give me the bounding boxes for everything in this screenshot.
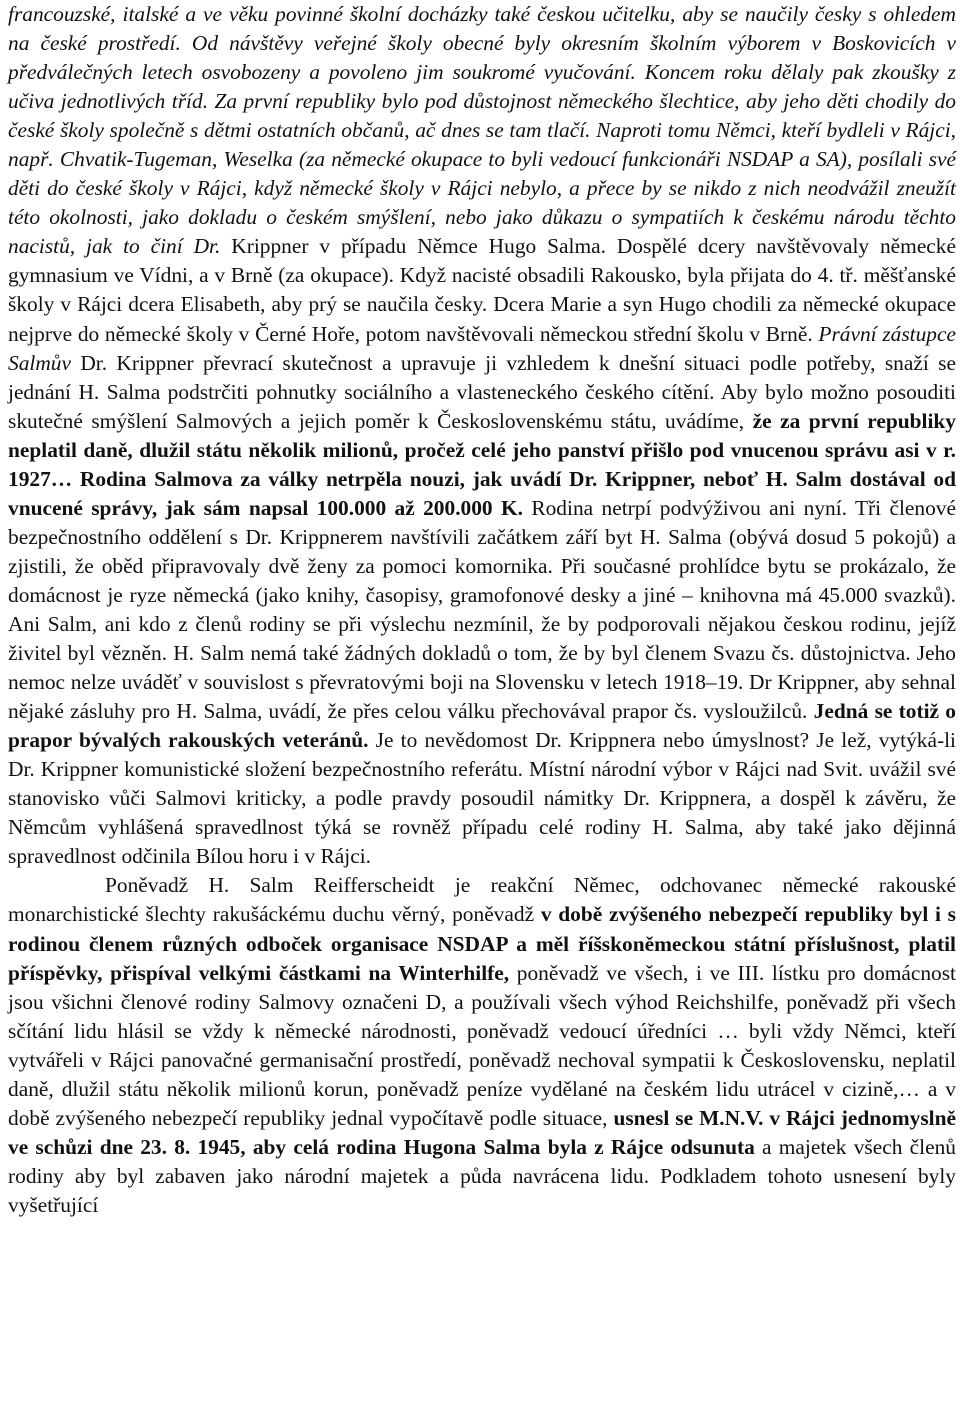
text-run: Poněvadž H. Salm Reifferscheidt je reakční Němec, odchovanec německé rakouské monarchistické šlechty rakušáckému duchu věrný, poněvadž xyxy=(8,873,956,927)
paragraph-1 xyxy=(8,0,956,871)
text-run-italic: francouzské, italské a ve věku povinné školní docházky také českou učitelku, aby se naučily česky s ohledem na české prostředí. Od návštěvy veřejné školy obecné byly okresním školním výborem v Boskovicích v předválečných letech osvobozeny a povoleno jim soukromé vyučování. Koncem roku dělaly pak zkoušky z učiva jednotlivých tříd. Za první republiky bylo pod důstojnost německého šlechtice, aby jeho děti chodily do české školy společně s dětmi ostatních občanů, ač dnes se tam tlačí. Naproti tomu Němci, kteří bydleli v Rájci, např. Chvatik-Tugeman, Weselka (za německé okupace to byli vedoucí funkcionáři NSDAP a SA), posílali své děti do české školy v Rájci, když německé školy v Rájci nebylo, a přece by se nikdo z nich neodvážil zneužít této okolnosti, jako dokladu o českém smýšlení, nebo jako důkazu o sympatiích k českému národu těchto nacistů, jak to činí Dr. xyxy=(8,2,956,259)
text-run: Dr. Krippner převrací skutečnost a upravuje ji vzhledem k dnešní situaci podle potřeby, snaží se jednání H. Salma podstrčiti pohnutky sociálního a vlasteneckého českého cítění. Aby bylo možno posouditi skutečné smýšlení Salmových a jejich poměr k Československému státu, uvádíme, xyxy=(8,350,956,433)
text-run: a majetek všech členů rodiny aby byl zabaven jako národní majetek a půda navrácena lidu. Podkladem tohoto usnesení byly vyšetřující xyxy=(8,1134,956,1217)
text-run-italic: Právní zástupce Salmův xyxy=(8,321,956,375)
text-run: Je to nevědomost Dr. Krippnera nebo úmyslnost? Je lež, vytýká-li Dr. Krippner komunistické složení bezpečnostního referátu. Místní národní výbor v Rájci nad Svit. uvážil své stanovisko vůči Salmovi kriticky, a podle pravdy posoudil námitky Dr. Krippnera, a dospěl k závěru, že Němcům vyhlášená spravedlnost týká se rovněž případu celé rodiny H. Salma, aby také jako dějinná spravedlnost odčinila Bílou horu i v Rájci. xyxy=(8,728,956,869)
text-run: poněvadž ve všech, i ve III. lístku pro domácnost jsou všichni členové rodiny Salmovy označeni D, a používali všech výhod Reichshilfe, poněvadž při všech sčítání lidu hlásil se vždy k německé národnosti, poněvadž vedoucí úředníci … byli vždy Němci, kteří vytvářeli v Rájci panovačné germanisační prostředí, poněvadž nechoval sympatii k Československu, neplatil daně, dlužil státu několik milionů korun, poněvadž peníze vydělané na českém lidu utrácel v cizině,… a v době zvýšeného nebezpečí republiky jednal vypočítavě podle situace, xyxy=(8,960,956,1130)
text-run-bold: usnesl se M.N.V. v Rájci jednomyslně ve schůzi dne 23. 8. 1945, aby celá rodina Hugona Salma byla z Rájce odsunuta xyxy=(8,1105,957,1159)
text-run-bold: v době zvýšeného nebezpečí republiky byl i s rodinou členem různých odboček organisace NSDAP a měl říšskoněmeckou státní příslušnost, platil příspěvky, přispíval velkými částkami na Winterhilfe, xyxy=(8,902,956,985)
text-run-bold: že za první republiky neplatil daně, dlužil státu několik milionů, pročež celé jeho panství přišlo pod vnucenou správu asi v r. 1927… Rodina Salmova za války netrpěla nouzi, jak uvádí Dr. Krippner, neboť H. Salm dostával od vnucené správy, jak sám napsal 100.000 až 200.000 K. xyxy=(8,408,956,520)
text-run-bold: Jedná se totiž o prapor bývalých rakouských veteránů. xyxy=(8,699,956,753)
text-run: Rodina netrpí podvýživou ani nyní. Tři členové bezpečnostního oddělení s Dr. Krippnerem navštívili začátkem září byt H. Salma (obývá dosud 5 pokojů) a zjistili, že oběd připravovaly dvě ženy za pomoci komornika. Při současné prohlídce bytu se prokázalo, že domácnost je ryze německá (jako knihy, časopisy, gramofonové desky a jiné – knihovna má 45.000 svazků). Ani Salm, ani kdo z členů rodiny se při výslechu nezmínil, že by podporovali nějakou českou rodinu, jejíž živitel byl vězněn. H. Salm nemá také žádných dokladů o tom, že by byl členem Svazu čs. důstojnictva. Jeho nemoc nelze uváděť v souvislost s převratovými boji na Slovensku v letech 1918–19. Dr Krippner, aby sehnal nějaké zásluhy pro H. Salma, uvádí, že přes celou válku přechovával prapor čs. vysloužilců. xyxy=(8,495,956,724)
paragraph-2 xyxy=(8,871,956,1220)
text-run: Krippner v případu Němce Hugo Salma. Dospělé dcery navštěvovaly německé gymnasium ve Vídni, a v Brně (za okupace). Když nacisté obsadili Rakousko, byla přijata do 4. tř. měšťanské školy v Rájci dcera Elisabeth, aby prý se naučila česky. Dcera Marie a syn Hugo chodili za německé okupace nejprve do německé školy v Černé Hoře, potom navštěvovali německou střední školu v Brně. xyxy=(8,234,956,346)
document-page xyxy=(8,0,956,1220)
